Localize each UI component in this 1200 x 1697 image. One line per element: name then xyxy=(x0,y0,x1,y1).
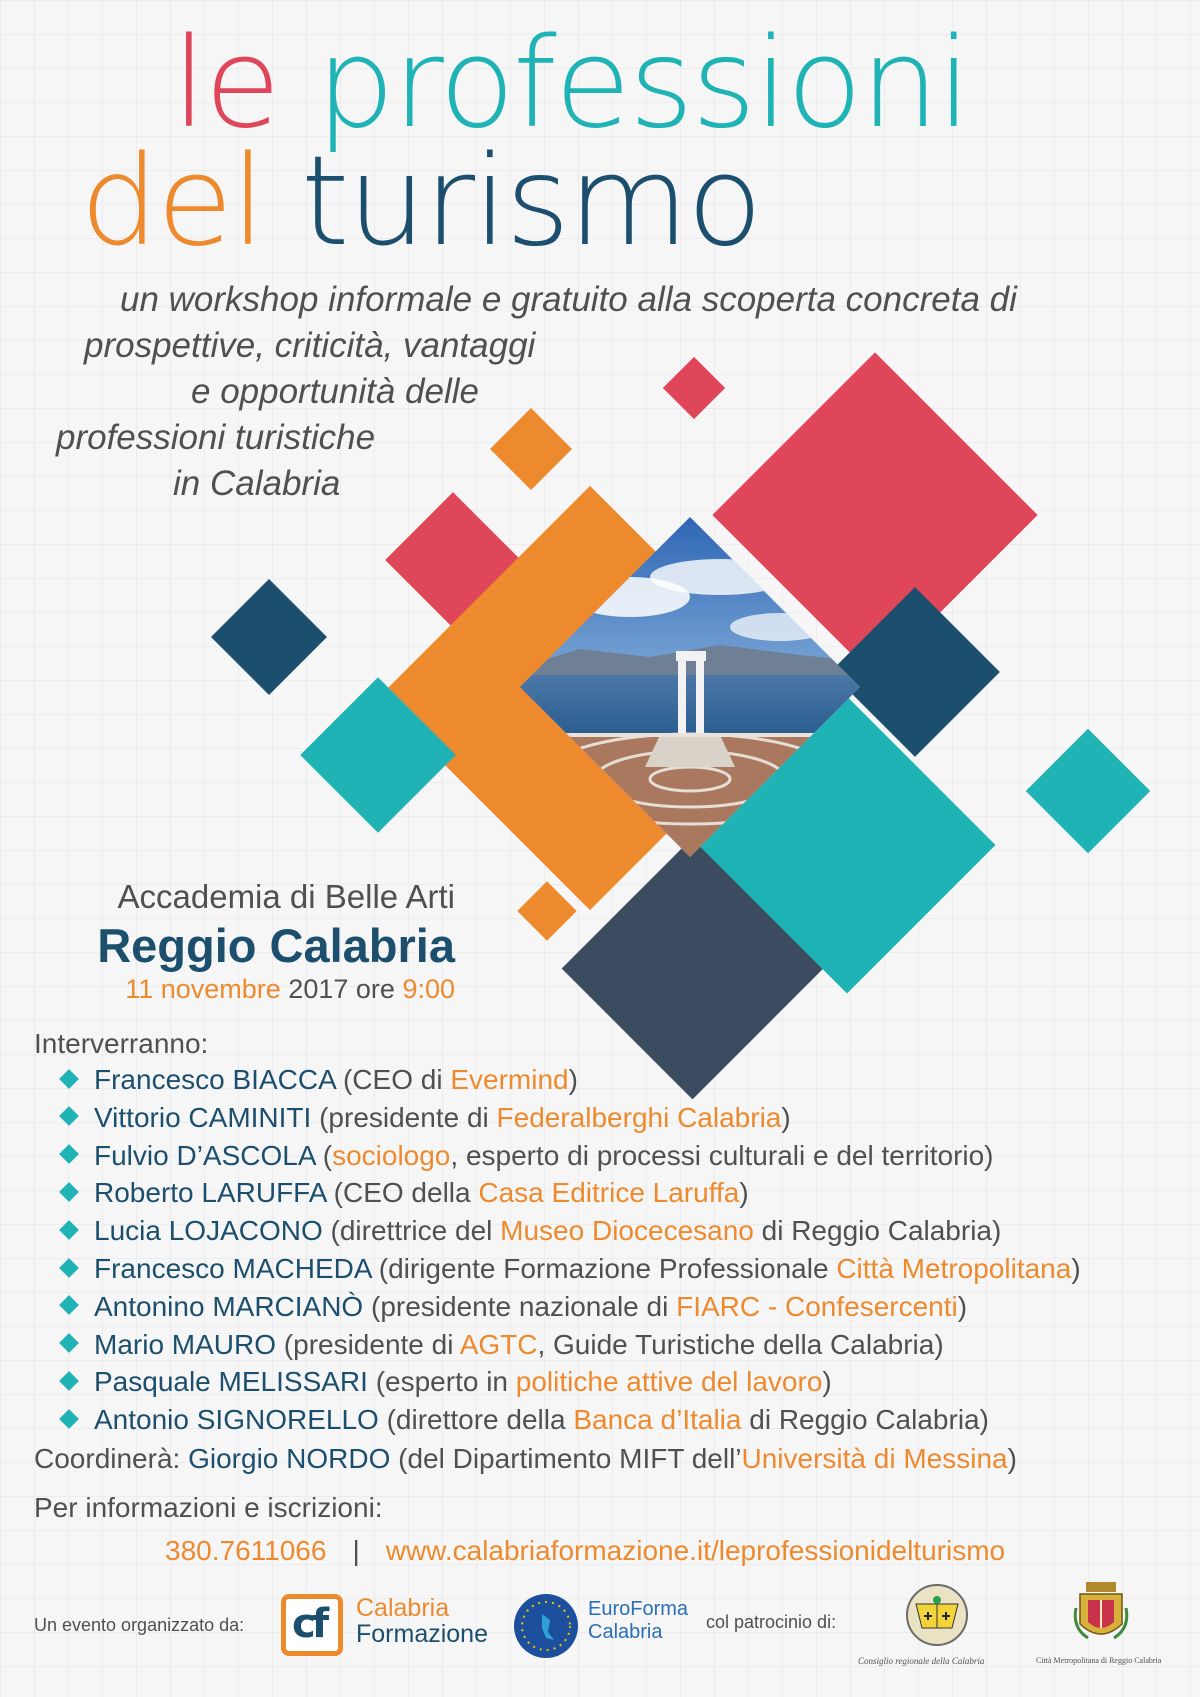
speaker-role-pre: (dirigente Formazione Professionale xyxy=(370,1253,837,1284)
speaker-role-post: ) xyxy=(568,1064,578,1095)
euroforma-line-1: EuroForma xyxy=(588,1598,689,1620)
speaker-role-post: ) xyxy=(957,1290,968,1322)
phone-number[interactable]: 380.7611066 xyxy=(165,1535,327,1566)
consiglio-caption: Consiglio regionale della Calabria xyxy=(858,1656,985,1666)
venue-place: Accademia di Belle Arti xyxy=(117,878,455,915)
speaker-row xyxy=(62,1253,1081,1285)
coordinator-pre: (del Dipartimento MIFT dell’ xyxy=(390,1443,742,1474)
website-link[interactable]: www.calabriaformazione.it/leprofessionidelturismo xyxy=(385,1535,1006,1566)
diamond-bullet-icon xyxy=(59,1258,79,1278)
date-year: 2017 xyxy=(288,974,349,1004)
cf-logo-letters: cf xyxy=(292,1601,326,1647)
diamond-bullet-icon xyxy=(59,1333,79,1353)
event-time: 9:00 xyxy=(402,974,455,1004)
speaker-name: Fulvio D’ASCOLA xyxy=(94,1139,315,1171)
title-line-1 xyxy=(172,12,970,156)
speaker-row xyxy=(62,1215,1001,1247)
speaker-org: Evermind xyxy=(450,1064,569,1095)
photo-diamond xyxy=(520,517,860,857)
speaker-name: Vittorio CAMINITI xyxy=(94,1101,312,1133)
contacts-line xyxy=(165,1535,1005,1567)
diamond-bullet-icon xyxy=(59,1107,79,1127)
diamond-navy-left xyxy=(211,579,327,695)
speaker-org: Casa Editrice Laruffa xyxy=(478,1177,740,1209)
consiglio-regionale-emblem-icon xyxy=(902,1580,972,1650)
diamond-orange-small-top xyxy=(490,408,572,490)
speaker-role-pre: (CEO di xyxy=(335,1064,451,1095)
speaker-name: Francesco BIACCA xyxy=(94,1064,336,1095)
coordinator-post: ) xyxy=(1007,1443,1017,1474)
speaker-role-post: ) xyxy=(822,1366,832,1398)
speaker-row xyxy=(62,1177,749,1209)
speaker-org: Museo Diocecesano xyxy=(500,1215,754,1247)
speaker-role-post: , esperto di processi culturali e del territorio) xyxy=(450,1139,994,1171)
speaker-role-post: ) xyxy=(1071,1253,1081,1284)
speakers-heading: Interverranno: xyxy=(34,1028,209,1059)
speaker-row xyxy=(62,1102,791,1134)
speaker-name: Lucia LOJACONO xyxy=(94,1215,323,1247)
info-heading: Per informazioni e iscrizioni: xyxy=(34,1492,383,1523)
speaker-role-pre: (esperto in xyxy=(367,1366,516,1398)
venue-date xyxy=(125,974,455,1005)
speaker-row xyxy=(62,1140,994,1172)
diamond-bullet-icon xyxy=(59,1144,79,1164)
speaker-row xyxy=(62,1064,578,1096)
speaker-role-pre: (direttrice del xyxy=(322,1215,501,1247)
speaker-org: Federalberghi Calabria xyxy=(496,1101,782,1133)
patronage-label: col patrocinio di: xyxy=(706,1612,837,1632)
speaker-name: Antonino MARCIANÒ xyxy=(94,1290,364,1322)
coordinator-line xyxy=(34,1443,1017,1475)
speaker-role-pre: (presidente di xyxy=(276,1328,460,1360)
speaker-row xyxy=(62,1366,832,1398)
diamond-red-small-top xyxy=(663,357,725,419)
speaker-name: Mario MAURO xyxy=(94,1328,277,1360)
speaker-role-pre: (presidente di xyxy=(311,1101,497,1133)
ore-label: ore xyxy=(355,974,395,1004)
speaker-role-pre: ( xyxy=(314,1139,333,1171)
speaker-role-post: ) xyxy=(781,1101,791,1133)
date-day-month: 11 novembre xyxy=(125,974,281,1004)
title-turismo: turismo xyxy=(300,130,761,274)
subtitle-line-2: prospettive, criticità, vantaggi xyxy=(84,326,536,365)
citta-metropolitana-crest-icon xyxy=(1070,1578,1132,1652)
diamond-orange-small-bottom xyxy=(517,881,576,940)
euroforma-logo-icon xyxy=(512,1592,580,1660)
coordinator-label: Coordinerà: xyxy=(34,1443,189,1474)
title-professioni: professioni xyxy=(316,12,970,156)
coordinator-org: Università di Messina xyxy=(741,1443,1008,1474)
speaker-role-post: di Reggio Calabria) xyxy=(741,1404,989,1436)
speaker-org: FIARC - Confesercenti xyxy=(676,1290,958,1322)
speaker-name: Antonio SIGNORELLO xyxy=(94,1404,379,1436)
calabria-formazione-logo xyxy=(281,1594,343,1656)
title-line-2 xyxy=(80,130,761,274)
subtitle-line-5: in Calabria xyxy=(173,464,341,503)
venue-city: Reggio Calabria xyxy=(97,919,455,972)
organized-by-label: Un evento organizzato da: xyxy=(34,1615,245,1635)
subtitle-line-3: e opportunità delle xyxy=(191,372,479,411)
diamond-bullet-icon xyxy=(59,1182,79,1202)
speaker-row xyxy=(62,1329,944,1361)
subtitle-line-1: un workshop informale e gratuito alla scoperta concreta di xyxy=(120,280,1017,319)
title-le: le xyxy=(172,12,279,156)
contacts-separator: | xyxy=(352,1535,360,1566)
speaker-org: Città Metropolitana xyxy=(836,1253,1072,1284)
speaker-role-post: , Guide Turistiche della Calabria) xyxy=(537,1328,944,1360)
euroforma-line-2: Calabria xyxy=(588,1621,663,1643)
speaker-role-post: di Reggio Calabria) xyxy=(753,1215,1002,1247)
speaker-role-pre: (presidente nazionale di xyxy=(363,1290,677,1322)
citta-caption: Città Metropolitana di Reggio Calabria xyxy=(1036,1656,1162,1665)
speaker-org: sociologo xyxy=(332,1139,451,1171)
speaker-name: Roberto LARUFFA xyxy=(94,1177,326,1209)
speaker-name: Francesco MACHEDA xyxy=(94,1253,371,1284)
speaker-org: Banca d’Italia xyxy=(573,1404,742,1436)
speaker-name: Pasquale MELISSARI xyxy=(94,1366,368,1398)
subtitle-line-4: professioni turistiche xyxy=(56,418,376,457)
cf-name-line-1: Calabria xyxy=(356,1594,450,1622)
diamond-bullet-icon xyxy=(59,1220,79,1240)
diamond-bullet-icon xyxy=(59,1296,79,1316)
diamond-bullet-icon xyxy=(59,1409,79,1429)
speaker-org: politiche attive del lavoro xyxy=(515,1366,823,1398)
speaker-role-post: ) xyxy=(739,1177,749,1209)
diamond-teal-right xyxy=(1026,729,1150,853)
speaker-role-pre: (CEO della xyxy=(325,1177,479,1209)
speaker-org: AGTC xyxy=(459,1328,538,1360)
diamond-bullet-icon xyxy=(59,1371,79,1391)
speaker-row xyxy=(62,1404,989,1436)
speaker-role-pre: (direttore della xyxy=(378,1404,574,1436)
diamond-bullet-icon xyxy=(59,1069,79,1089)
cf-name-line-2: Formazione xyxy=(356,1620,488,1648)
title-del: del xyxy=(80,130,264,274)
coordinator-name: Giorgio NORDO xyxy=(188,1443,391,1474)
speaker-row xyxy=(62,1291,967,1323)
